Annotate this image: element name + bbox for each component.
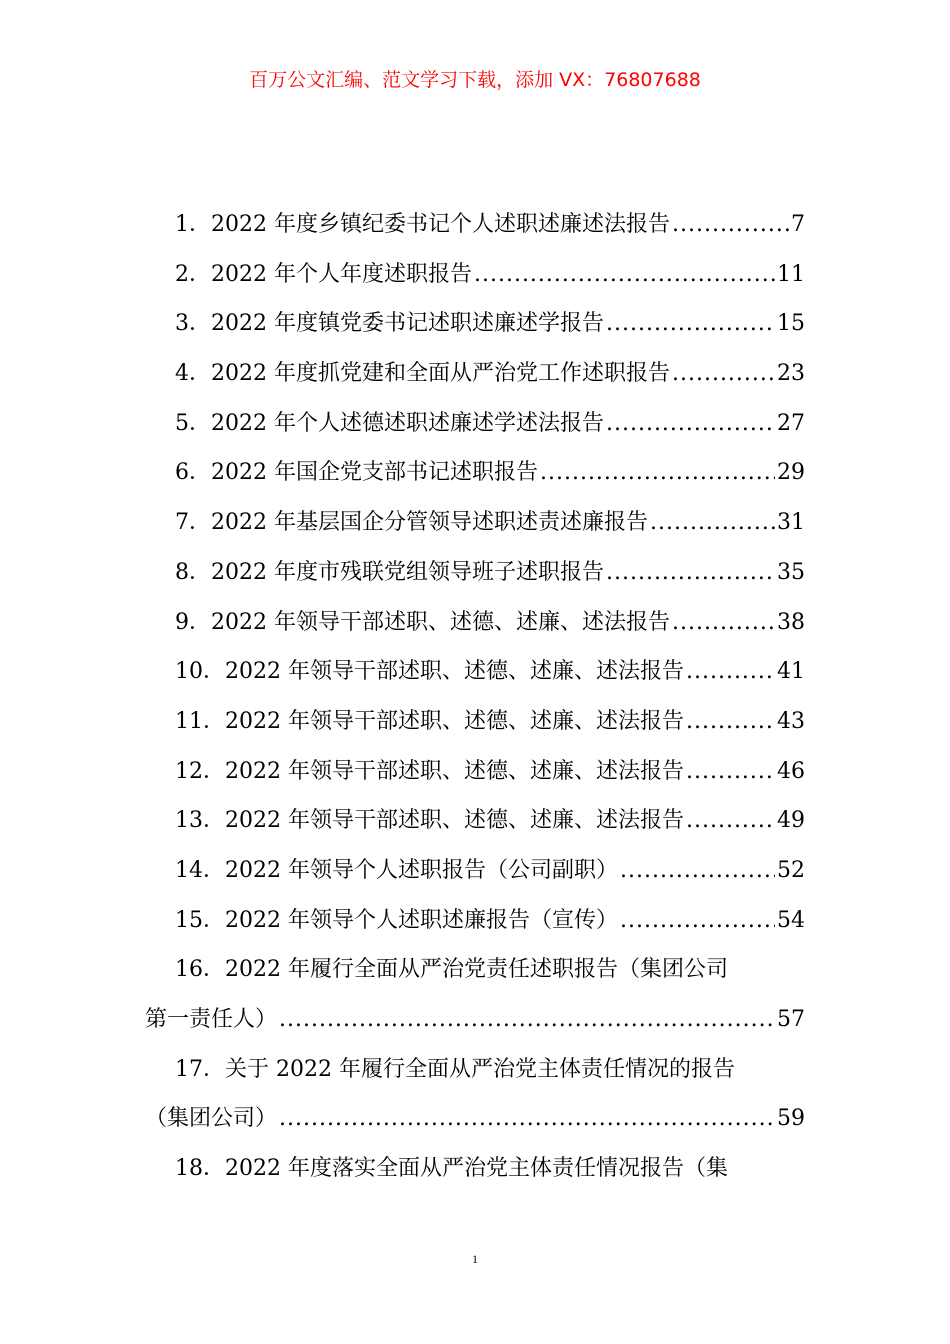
toc-dot-leader <box>672 598 775 648</box>
toc-entry[interactable] <box>145 548 805 598</box>
toc-entry[interactable] <box>145 647 805 697</box>
toc-entry[interactable] <box>145 846 805 896</box>
toc-dot-leader <box>672 200 789 250</box>
toc-entry-number: 2． <box>175 261 211 287</box>
toc-entry-page: 31 <box>777 510 805 536</box>
page-number: 1 <box>472 1252 478 1266</box>
toc-entry-title: 2022 年领导干部述职、述德、述廉、述法报告 <box>225 758 684 784</box>
toc-entry-page: 23 <box>777 361 805 387</box>
toc-entry-title: 2022 年领导干部述职、述德、述廉、述法报告 <box>225 808 684 834</box>
toc-entry[interactable] <box>145 1045 805 1144</box>
toc-entry-title: 2022 年领导个人述职述廉报告（宣传） <box>225 907 618 933</box>
toc-entry-page: 41 <box>777 659 805 685</box>
toc-entry-number: 11． <box>175 708 225 734</box>
toc-entry-title: 2022 年度市残联党组领导班子述职报告 <box>211 559 604 585</box>
toc-dot-leader <box>672 349 775 399</box>
toc-entry-number: 18． <box>175 1156 225 1182</box>
toc-entry-page: 7 <box>791 212 805 237</box>
toc-entry-number: 15． <box>175 907 225 933</box>
toc-entry-page: 46 <box>777 758 805 784</box>
toc-entry-number: 10． <box>175 659 225 685</box>
toc-entry[interactable] <box>145 896 805 946</box>
toc-dot-leader <box>620 896 775 946</box>
toc-dot-leader <box>540 448 775 498</box>
toc-entry[interactable] <box>145 498 805 548</box>
toc-dot-leader <box>686 697 775 747</box>
toc-entry[interactable] <box>145 747 805 797</box>
toc-entry[interactable] <box>145 448 805 498</box>
toc-entry-title: 2022 年履行全面从严治党责任述职报告（集团公司 <box>225 957 728 983</box>
toc-entry-number: 16． <box>175 957 225 983</box>
toc-entry-number: 17． <box>175 1056 225 1082</box>
toc-entry-number: 7． <box>175 510 211 536</box>
toc-entry[interactable] <box>145 250 805 300</box>
toc-entry-page: 29 <box>777 460 805 486</box>
toc-entry-number: 4． <box>175 361 211 387</box>
toc-entry[interactable] <box>145 598 805 648</box>
toc-entry-title-continued: 第一责任人） <box>145 1007 278 1032</box>
toc-dot-leader <box>686 647 775 697</box>
toc-entry[interactable] <box>145 299 805 349</box>
toc-entry-page: 35 <box>777 559 805 585</box>
toc-entry[interactable] <box>145 349 805 399</box>
toc-entry-title: 2022 年个人述德述职述廉述学述法报告 <box>211 410 604 436</box>
toc-entry-page: 38 <box>777 609 805 635</box>
toc-entry-title: 2022 年度乡镇纪委书记个人述职述廉述法报告 <box>211 212 670 237</box>
toc-entry-number: 5． <box>175 410 211 436</box>
toc-dot-leader <box>279 1094 775 1144</box>
toc-entry[interactable] <box>145 796 805 846</box>
toc-entry-page: 27 <box>777 410 805 436</box>
toc-dot-leader <box>686 747 775 797</box>
toc-dot-leader <box>650 498 775 548</box>
toc-dot-leader <box>474 250 775 300</box>
toc-entry-title: 2022 年领导干部述职、述德、述廉、述法报告 <box>225 659 684 685</box>
toc-entry-title: 2022 年度抓党建和全面从严治党工作述职报告 <box>211 361 670 387</box>
toc-entry[interactable] <box>145 200 805 250</box>
toc-entry[interactable] <box>145 945 805 1044</box>
toc-entry-title: 2022 年度落实全面从严治党主体责任情况报告（集 <box>225 1156 728 1182</box>
toc-entry-title: 2022 年国企党支部书记述职报告 <box>211 460 538 486</box>
toc-entry-number: 8． <box>175 559 211 585</box>
toc-entry-title: 2022 年领导个人述职报告（公司副职） <box>225 857 618 883</box>
toc-dot-leader <box>606 299 775 349</box>
toc-entry-title: 2022 年度镇党委书记述职述廉述学报告 <box>211 311 604 337</box>
toc-entry-title: 2022 年基层国企分管领导述职述责述廉报告 <box>211 510 648 536</box>
toc-dot-leader <box>620 846 775 896</box>
toc-entry-page: 59 <box>777 1106 805 1132</box>
toc-dot-leader <box>606 548 775 598</box>
toc-entry-page: 49 <box>777 808 805 834</box>
toc-entry-page: 57 <box>777 1007 805 1032</box>
toc-entry-page: 43 <box>777 708 805 734</box>
toc-dot-leader <box>686 796 775 846</box>
toc-entry-title: 2022 年领导干部述职、述德、述廉、述法报告 <box>211 609 670 635</box>
toc-entry-page: 54 <box>777 907 805 933</box>
page-header-watermark: 百万公文汇编、范文学习下载，添加 VX：76807688 <box>249 69 701 91</box>
toc-entry[interactable] <box>145 697 805 747</box>
toc-entry-title: 2022 年领导干部述职、述德、述廉、述法报告 <box>225 708 684 734</box>
toc-entry-number: 14． <box>175 857 225 883</box>
toc-entry-number: 12． <box>175 758 225 784</box>
toc-entry-title: 2022 年个人年度述职报告 <box>211 261 472 287</box>
toc-entry-number: 13． <box>175 808 225 834</box>
table-of-contents <box>145 200 805 1194</box>
toc-entry-title: 关于 2022 年履行全面从严治党主体责任情况的报告 <box>225 1056 735 1082</box>
toc-entry-page: 11 <box>777 261 805 287</box>
toc-entry[interactable] <box>145 1144 805 1194</box>
toc-entry-number: 9． <box>175 609 211 635</box>
toc-entry-number: 6． <box>175 460 211 486</box>
toc-entry-page: 15 <box>777 311 805 337</box>
toc-entry-title-continued: （集团公司） <box>145 1106 278 1132</box>
toc-dot-leader <box>606 399 775 449</box>
toc-dot-leader <box>279 995 775 1045</box>
toc-entry-page: 52 <box>777 857 805 883</box>
toc-entry-number: 3． <box>175 311 211 337</box>
toc-entry[interactable] <box>145 399 805 449</box>
toc-entry-number: 1． <box>175 212 211 237</box>
